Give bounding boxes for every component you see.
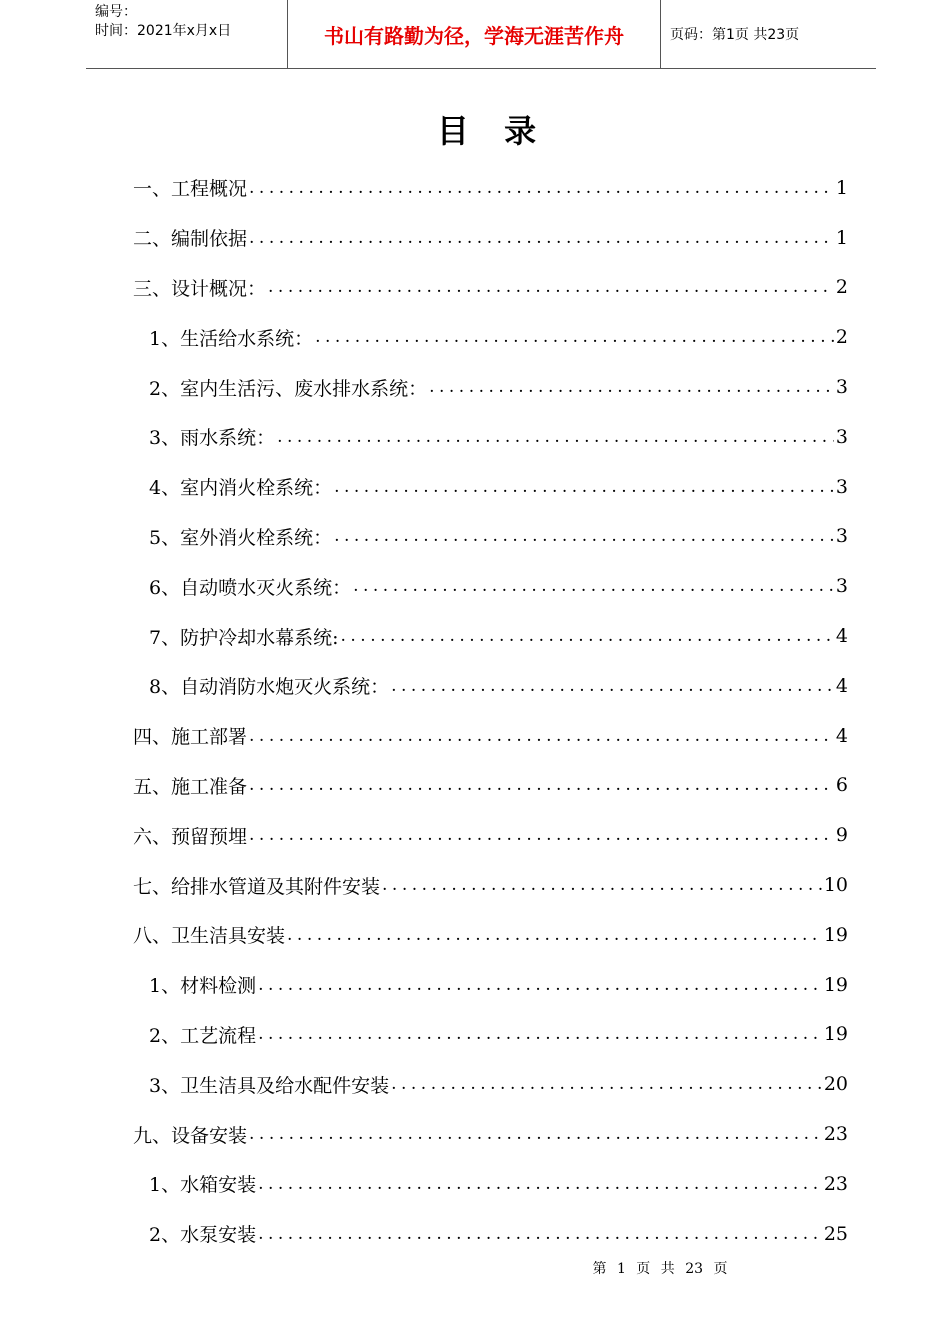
toc-entry-page-number: 23	[823, 1123, 848, 1146]
toc-entry-page-number: 20	[823, 1073, 848, 1096]
toc-dot-leader	[247, 726, 834, 746]
toc-dot-leader	[313, 327, 834, 347]
toc-entry-page-number: 1	[835, 226, 848, 249]
toc-dot-leader	[389, 1074, 822, 1094]
toc-entry[interactable]	[133, 960, 848, 1010]
toc-entry-page-number: 6	[835, 774, 848, 797]
toc-dot-leader	[351, 576, 834, 596]
toc-entry[interactable]	[133, 312, 848, 362]
toc-dot-leader	[256, 1224, 822, 1244]
toc-dot-leader	[380, 875, 822, 895]
toc-entry-text: 8、自动消防水炮灭火系统：	[149, 676, 390, 699]
header-motto: 书山有路勤为径，学海无涯苦作舟	[288, 0, 661, 68]
toc-entry-page-number: 4	[835, 724, 848, 747]
toc-entry-page-number: 25	[823, 1222, 848, 1245]
toc-entry-page-number: 3	[835, 376, 848, 399]
toc-entry-text: 八、卫生洁具安装	[133, 925, 286, 948]
toc-entry[interactable]	[133, 362, 848, 412]
toc-entry[interactable]	[133, 561, 848, 611]
toc-entry-text: 3、雨水系统：	[149, 427, 276, 450]
toc-dot-leader	[247, 1124, 822, 1144]
toc-entry[interactable]	[133, 711, 848, 761]
toc-entry[interactable]	[133, 1010, 848, 1060]
toc-entry-text: 六、预留预埋	[133, 825, 248, 848]
toc-dot-leader	[339, 626, 834, 646]
page-title: 目 录	[436, 112, 549, 150]
toc-entry-page-number: 3	[835, 525, 848, 548]
toc-entry[interactable]	[133, 1109, 848, 1159]
toc-entry[interactable]	[133, 512, 848, 562]
toc-entry-text: 2、水泵安装	[149, 1224, 257, 1247]
toc-entry[interactable]	[133, 213, 848, 263]
toc-dot-leader	[256, 975, 822, 995]
toc-dot-leader	[332, 526, 834, 546]
toc-entry-text: 一、工程概况	[133, 178, 248, 201]
toc-entry-text: 三、设计概况：	[133, 277, 267, 300]
toc-entry-text: 七、给排水管道及其附件安装	[133, 875, 381, 898]
toc-entry[interactable]	[133, 163, 848, 213]
toc-entry-page-number: 19	[823, 973, 848, 996]
toc-entry-text: 2、室内生活污、废水排水系统：	[149, 377, 428, 400]
toc-entry[interactable]	[133, 1059, 848, 1109]
toc-entry-text: 九、设备安装	[133, 1124, 248, 1147]
toc-entry[interactable]	[133, 462, 848, 512]
toc-entry[interactable]	[133, 860, 848, 910]
toc-entry-text: 6、自动喷水灭火系统：	[149, 576, 352, 599]
toc-entry-text: 5、室外消火栓系统：	[149, 526, 333, 549]
toc-entry-page-number: 3	[835, 575, 848, 598]
toc-entry-text: 7、防护冷却水幕系统:	[149, 626, 339, 649]
toc-entry[interactable]	[133, 611, 848, 661]
toc-entry-page-number: 10	[823, 874, 848, 897]
toc-dot-leader	[256, 1174, 822, 1194]
page-header	[86, 0, 876, 69]
table-of-contents	[133, 163, 848, 1259]
header-page-info: 页码：第1页 共23页	[670, 27, 800, 43]
toc-dot-leader	[427, 377, 834, 397]
toc-dot-leader	[389, 676, 834, 696]
toc-dot-leader	[332, 477, 834, 497]
toc-dot-leader	[247, 825, 834, 845]
toc-entry-page-number: 3	[835, 475, 848, 498]
toc-entry-page-number: 2	[835, 276, 848, 299]
toc-entry-page-number: 2	[835, 326, 848, 349]
toc-dot-leader	[266, 277, 834, 297]
toc-entry[interactable]	[133, 761, 848, 811]
toc-entry-page-number: 1	[835, 176, 848, 199]
toc-entry-text: 3、卫生洁具及给水配件安装	[149, 1074, 390, 1097]
document-date: 时间：2021年x月x日	[95, 23, 232, 39]
toc-dot-leader	[275, 427, 834, 447]
toc-entry-page-number: 19	[823, 1023, 848, 1046]
toc-entry-page-number: 9	[835, 824, 848, 847]
toc-entry[interactable]	[133, 910, 848, 960]
toc-entry-page-number: 4	[835, 625, 848, 648]
toc-entry-page-number: 23	[823, 1172, 848, 1195]
toc-entry[interactable]	[133, 263, 848, 313]
toc-entry-page-number: 3	[835, 425, 848, 448]
toc-entry-page-number: 4	[835, 674, 848, 697]
toc-entry-text: 五、施工准备	[133, 775, 248, 798]
toc-entry-text: 2、工艺流程	[149, 1024, 257, 1047]
toc-dot-leader	[285, 925, 822, 945]
toc-entry[interactable]	[133, 412, 848, 462]
toc-dot-leader	[256, 1024, 822, 1044]
toc-dot-leader	[247, 775, 834, 795]
toc-entry[interactable]	[133, 661, 848, 711]
toc-entry[interactable]	[133, 810, 848, 860]
header-meta	[86, 0, 288, 68]
toc-entry[interactable]	[133, 1209, 848, 1259]
toc-entry-text: 4、室内消火栓系统：	[149, 477, 333, 500]
toc-dot-leader	[247, 178, 834, 198]
toc-entry-text: 四、施工部署	[133, 726, 248, 749]
toc-entry[interactable]	[133, 1159, 848, 1209]
toc-entry-page-number: 19	[823, 923, 848, 946]
toc-entry-text: 二、编制依据	[133, 228, 248, 251]
document-number-label: 编号：	[95, 4, 137, 20]
toc-entry-text: 1、水箱安装	[149, 1174, 257, 1197]
toc-entry-text: 1、生活给水系统：	[149, 327, 314, 350]
toc-dot-leader	[247, 228, 834, 248]
toc-entry-text: 1、材料检测	[149, 975, 257, 998]
page-footer: 第 1 页 共 23 页	[592, 1261, 728, 1277]
